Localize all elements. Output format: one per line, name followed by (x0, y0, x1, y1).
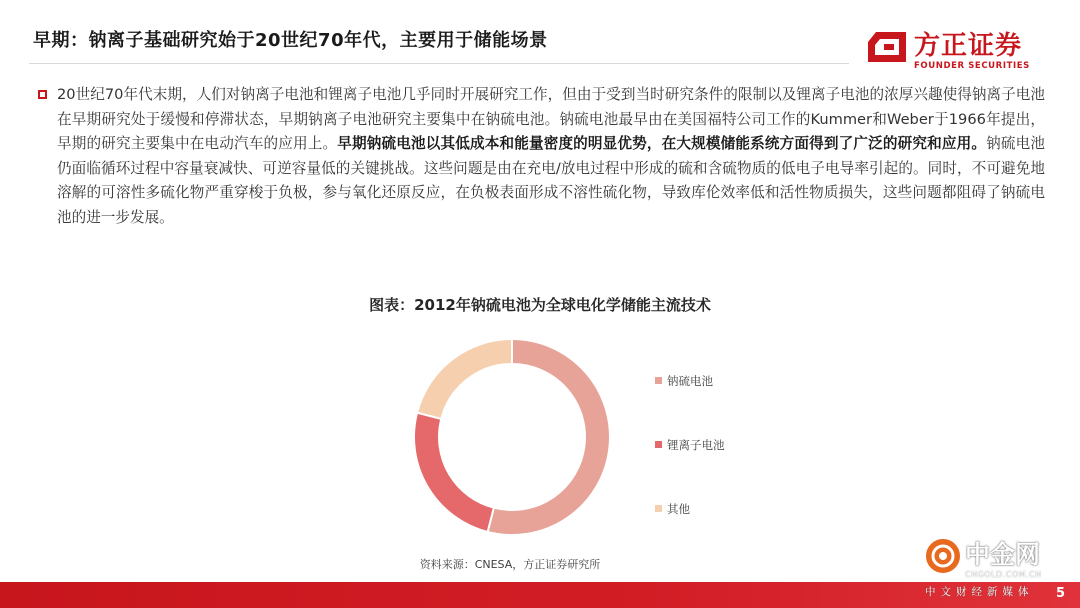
page-title: 早期：钠离子基础研究始于20世纪70年代，主要用于储能场景 (33, 30, 548, 51)
logo-text-en: FOUNDER SECURITIES (914, 61, 1030, 71)
legend-label-2: 其他 (667, 502, 690, 516)
legend-label-1: 锂离子电池 (667, 438, 725, 452)
founder-logo-icon (866, 30, 908, 64)
watermark-title: 中金网 (965, 540, 1041, 569)
logo-text-cn: 方正证券 (914, 31, 1023, 61)
founder-logo (866, 30, 1046, 70)
watermark-url: CNGOLD.COM.CN (965, 570, 1042, 579)
donut-slice-2 (417, 339, 512, 419)
legend-item-0 (655, 372, 775, 390)
legend-item-2 (655, 500, 775, 518)
legend-swatch-1 (655, 441, 662, 448)
paragraph-part-1: 20世纪70年代末期，人们对钠离子电池和锂离子电池几乎同时开展研究工作，但由于受到当时研究条件的限制以及锂离子电池的浓厚兴趣使得钠离子电池在早期研究处于缓慢和停滞状态，早期钠离子电池研究主要集中在钠硫电池。钠硫电池最早由在美国福特公司工作的Kummer和Weber于1966年提出，早期的研究主要集中在电动汽车的应用上。 (57, 86, 1045, 152)
cngold-watermark (923, 533, 1073, 603)
donut-slice-1 (414, 413, 494, 532)
legend-label-0: 钠硫电池 (667, 374, 713, 388)
legend-swatch-2 (655, 505, 662, 512)
source-note: 资料来源：CNESA，方正证券研究所 (419, 558, 601, 571)
page-number: 5 (1055, 586, 1065, 601)
chart-title: 图表：2012年钠硫电池为全球电化学储能主流技术 (369, 296, 711, 314)
paragraph-part-2: 钠硫电池仍面临循环过程中容量衰减快、可逆容量低的关键挑战。这些问题是由在充电/放电过程中形成的硫和含硫物质的低电子电导率引起的。同时，不可避免地溶解的可溶性多硫化物严重穿梭于负极，参与氧化还原反应，在负极表面形成不溶性硫化物，导致库伦效率低和活性物质损失，这些问题都阻碍了钠硫电池的进一步发展。 (57, 135, 1045, 226)
footer-bar (0, 582, 1080, 608)
cngold-logo-icon (923, 536, 963, 576)
bullet-square-icon (38, 90, 47, 99)
donut-slice-0 (488, 339, 610, 535)
legend-item-1 (655, 436, 775, 454)
donut-chart (400, 335, 620, 545)
body-paragraph (57, 83, 1045, 230)
legend-swatch-0 (655, 377, 662, 384)
watermark-subtitle: 中文财经新媒体 (925, 586, 1034, 598)
title-divider (29, 63, 849, 64)
paragraph-bold-highlight: 早期钠硫电池以其低成本和能量密度的明显优势，在大规模储能系统方面得到了广泛的研究和应用。 (337, 135, 987, 152)
